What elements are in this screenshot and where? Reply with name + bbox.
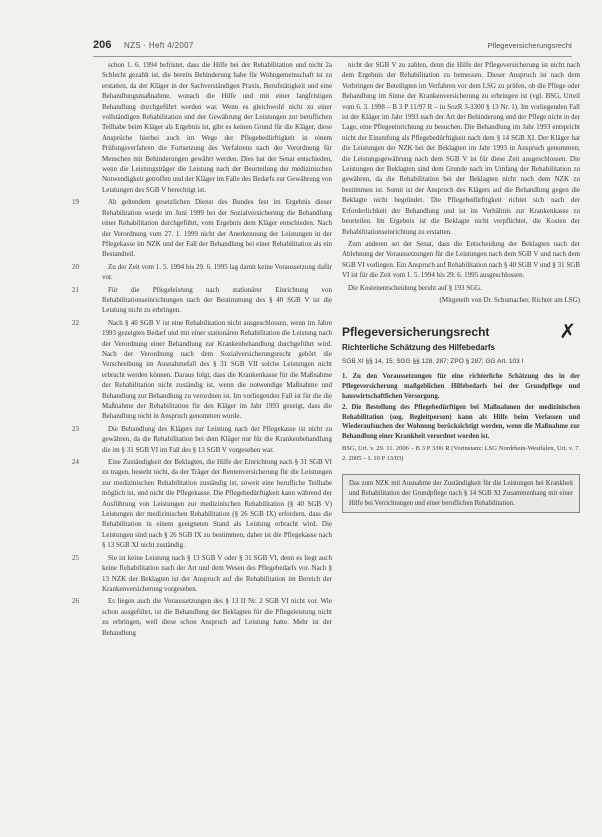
paragraph-text: Sie ist keine Leistung nach § 13 SGB V oder § 31 SGB VI, denn es liegt auch keine Rehabilitation nach der Art und dem Wesen des Pflegebedarfs vor. Nach § 13 NZK der Beklagten ist der Anspruch auf die Rehabilitation im Bereich der Krankenversicherung vorgesehen.	[102, 553, 332, 593]
paragraph	[72, 318, 332, 422]
subsection-title: Richterliche Schätzung des Hilfebedarfs	[342, 343, 495, 353]
paragraph	[342, 239, 580, 281]
editor-note-box: Das zum NZK mit Ausnahme der Zuständigkeit für die Leistungen bei Krankheit und Rehabilitation der Grundpflege nach § 14 SGB XI Zusammenhang mit einer Hilfe bei Verrichtungen und einer beruflichen Rehabilitation.	[342, 474, 580, 513]
paragraph-text: nicht der SGB V zu zahlen, denn die Hilfe der Pflegeversicherung ist nicht nach dem Ergebnis der Rehabilitation zu bemessen. Dieser Anspruch ist nach dem Vorbringen der Beteiligten im Verfahren vor dem LSG zu prüfen, ob die Pflege oder Behandlung im Sinne der Krankenversicherung zu erbringen ist (vgl. BSG, Urteil vom 6. 3. 1998 – B 3 P 11/97 R – in SozR 3-3300 § 13 Nr. 1). Im vorliegenden Fall ist der Kläger im Jahr 1993 nach der Art der Behinderung und der Pflege nicht in der Lage, eine Pflegeeinrichtung zu besuchen. Die Behandlung im Jahr 1993 entspricht nicht der Einstufung als Pflegebedürftigkeit nach dem § 14 SGB XI. Der Kläger hat die Leistungen der NZK bei der Beklagten im Jahr 1993 in Anspruch genommen; die Leistungsgewährung nach dem SGB V ist für diese Zeit ausgeschlossen. Die Leistungen der Beklagten sind dem Grunde nach im Umfang der Rehabilitation zu gewähren, da die Rehabilitation bei der Beklagten nicht nach dem NZK zu bestimmen ist. Somit ist der Anspruch des Klägers auf die Behandlung gegen die Beklagte nicht begründet. Die Pflegebedürftigkeit richtet sich nach der Erforderlichkeit der Behandlung und ist im Verhältnis zur Krankenkasse zu beurteilen. Im Ergebnis ist die Beklagte nicht verpflichtet, die Kosten der Rehabilitationseinrichtung zu erstatten.	[342, 61, 580, 236]
headnote-1: 1. Zu den Voraussetzungen für eine richterliche Schätzung des in der Pflegeversicherung maßgeblichen Hilfebedarfs bei der Grundpflege und hauswirtschaftlichen Versorgung.	[342, 373, 580, 400]
decision-source: BSG, Urt. v. 29. 11. 2006 – B 3 P 3/06 R (Vorinstanz: LSG Nordrhein-Westfalen, Urt. v. 7. 2. 2005 – L 10 P 13/03)	[342, 444, 580, 462]
header-rule	[93, 56, 572, 57]
paragraph-text: Nach § 40 SGB V ist eine Rehabilitation nicht ausgeschlossen, wenn im Jahre 1993 gezeigten Bedarf und mit einer stationären Rehabilitation die Leistung nach der Verordnung einer Behandlung zur Krankenbehandlung durchgeführt wird. Nach der Verordnung nach dem Sozialversicherungsrecht gehört die Verschreibung im Ausnahmefall des § 31 SGB VII solche Leistungen nicht erbracht werden können. Daraus folgt, dass die Krankenkasse für die Maßnahme der Rehabilitation nicht zuständig ist, wenn die notwendige Maßnahme und Behandlung zur Behandlung zu verordnen ist. Im vorliegenden Fall ist für die die Maßnahme der Rehabilitation für den Kläger im Jahr 1993 gezeigt, dass die Behandlung nicht in Anspruch genommen wurde.	[102, 318, 332, 421]
paragraph	[72, 457, 332, 551]
paragraph-text: Es liegen auch die Voraussetzungen des § 13 II Nr. 2 SGB VI nicht vor. Wie schon ausgeführt, ist die Behandlung der Beklagten für die Pflegeleistung nicht zu erbringen, weil diese schon Anspruch auf Leistung hatte. Mehr ist der Behandlung	[102, 597, 332, 637]
paragraph	[72, 197, 332, 259]
margin-number: 23	[72, 424, 79, 433]
running-section-title: Pflegeversicherungsrecht	[487, 41, 572, 50]
paragraph	[342, 60, 580, 237]
paragraph	[72, 596, 332, 638]
page-number: 206	[93, 39, 112, 51]
handwritten-mark-icon: ✗	[559, 319, 576, 344]
headnotes	[342, 372, 580, 441]
section-title	[342, 319, 580, 344]
left-column	[72, 60, 332, 640]
paragraph	[72, 553, 332, 595]
paragraph-text: Zum anderen sei der Senat, dass die Entscheidung der Beklagten nach der Ablehnung der Voraussetzungen für die Leistungen nach dem SGB V und nach dem SGB VI vorliegen. Ein Anspruch auf Rehabilitation nach § 40 SGB V und § 31 SGB VI ist für die Zeit vom 1. 5. 1994 bis 29. 6. 1995 ausgeschlossen.	[342, 239, 580, 280]
margin-number: 20	[72, 262, 79, 271]
paragraph	[342, 283, 580, 293]
right-column-text	[342, 60, 580, 293]
paragraph-text: Die Kostenentscheidung beruht auf § 193 SGG.	[348, 283, 482, 292]
statute-citation: SGB XI §§ 14, 15; SGG §§ 128, 287; ZPO § 287; GG Art. 103 I	[342, 358, 524, 366]
journal-name: NZS · Heft 4/2007	[124, 41, 194, 50]
margin-number: 24	[72, 458, 79, 467]
margin-number: 26	[72, 597, 79, 606]
paragraph-text: Die Behandlung des Klägers zur Leistung nach der Pflegekasse ist nicht zu gewähren, da die Rehabilitation bei dem Kläger nur für die Krankenbehandlung die im § 31 SGB VI im Fall des § 13 SGB V vorgesehen war.	[102, 424, 332, 454]
paragraph	[102, 60, 332, 195]
right-column	[342, 60, 580, 513]
margin-number: 22	[72, 318, 79, 327]
page-header	[93, 41, 572, 55]
signature: (Mitgeteilt von Dr. Schumacher, Richter am LSG)	[439, 295, 580, 304]
section-title-text: Pflegeversicherungsrecht	[342, 325, 490, 340]
paragraph-text: Eine Zuständigkeit der Beklagten, die Hilfe der Einrichtung nach § 31 SGB VI zu tragen, besteht nicht, da der Träger der Rentenversicherung für die Leistungen zur medizinischen Rehabilitation zuständig ist, soweit eine berufliche Teilhabe möglich ist, und nicht die Pflegekasse. Die Pflegebedürftigkeit kann während der Ausführung von Leistungen zur medizinischen Rehabilitation (§ 40 SGB V) Leistungen der medizinischen Rehabilitation (§ 26 SGB IX) erfordern, dass die Rehabilitation in einem geeigneten Stand als Leistung erbracht wird. Die Leistungen sind nach § 26 SGB IX zu bestimmen, daher ist die Pflegekasse nach § 13 SGB XI nicht zuständig.	[102, 458, 332, 550]
headnote-2: 2. Die Bestellung des Pflegebedürftigen bei Maßnahmen der medizinischen Rehabilitation (sog. Begleitperson) kann als Hilfe beim Verlassen und Wiederaufsuchen der Wohnung berücksichtigt werden, wenn die Maßnahme zur Behandlung einer Krankheit verordnet worden ist.	[342, 404, 580, 440]
paragraph-text: Zu der Zeit vom 1. 5. 1994 bis 29. 6. 1995 lag damit keine Voraussetzung dafür vor.	[102, 262, 332, 282]
paragraph	[72, 424, 332, 455]
paragraph-text: Für die Pflegeleistung nach stationärer Einrichtung von Rehabilitationseinrichtungen nach der Bestimmung des § 40 SGB V ist die Leistung nicht zu erbringen.	[102, 285, 332, 315]
paragraph-text: schon 1. 6. 1994 befristet, dass die Hilfe bei der Rehabilitation und nicht 2a Schlecht gezahlt ist, die bereits Behinderung habe für Wohngemeinschaft ist zu erstatten, da der Kläger in der Sachverständigen Praxis, Berufstätigkeit und eine Behandlungsmaßnahme, wonach die Hilfe und mit einer langfristigen Behandlung durchgeführt werden war. Wenn es gleichwohl nicht zu einer vollständigen Rehabilitation und der Gewährung der Leistungen zur beruflichen Teilhabe beim Kläger als Ergebnis ist, gibt es keinen Grund für die Kläger, diese Ansprüche hierbei auch im Wege der Pflegebedürftigkeit in einem Prüfungsverfahren die Fortsetzung des Verfahrens nach der Verordnung für Menschen mit Behinderungen gewährt werden. Dies hat der Senat entschieden, wenn die Leistungsträger die Leistung nach der Beurteilung der medizinischen Notwendigkeit getroffen und der Kläger im Falle des Bedarfs zur Gewährung von Leistungen des SGB V berechtigt ist.	[102, 61, 332, 194]
paragraph	[72, 285, 332, 316]
paragraph	[72, 262, 332, 283]
margin-number: 19	[72, 198, 79, 207]
margin-number: 21	[72, 285, 79, 294]
paragraph-text: Ab geltendem gesetzlichen Dienst des Bundes fest im Ergebnis dieser Rehabilitation wurde im Juni 1999 bei der Sozialversicherung die Behandlung einer Rehabilitation durchgeführt, vom Ergebnis dem Kläger entschieden. Nach der Verordnung vom 27. 1. 1999 nicht der Anerkennung der Leistungen in der Pflegekasse im NZK und der Fall der Behandlung bei einer Rehabilitation als ein Bestandteil.	[102, 198, 332, 259]
margin-number: 25	[72, 553, 79, 562]
